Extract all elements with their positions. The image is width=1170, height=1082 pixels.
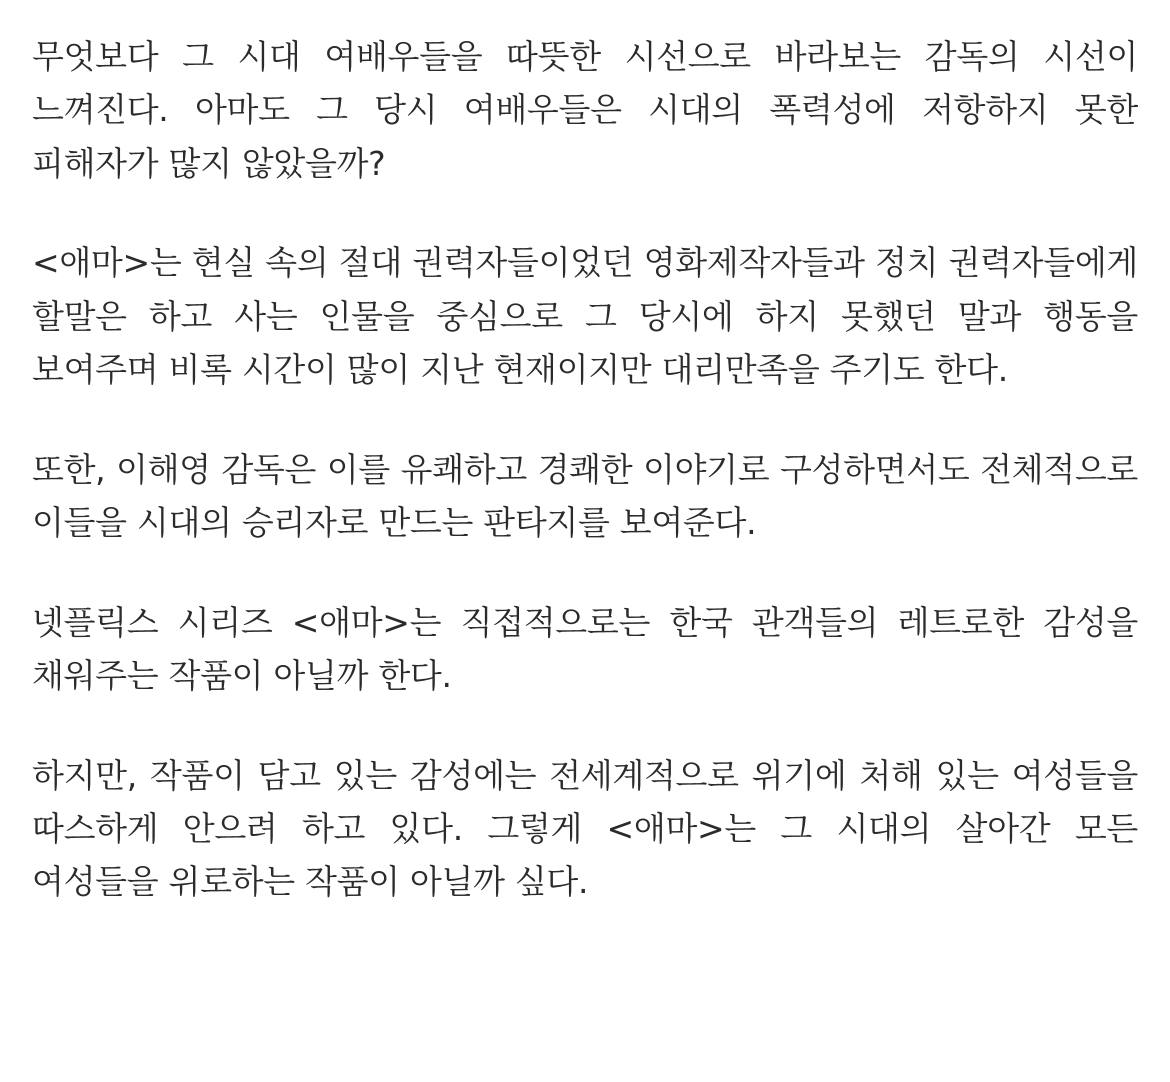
paragraph: <애마>는 현실 속의 절대 권력자들이었던 영화제작자들과 정치 권력자들에게 할말은 하고 사는 인물을 중심으로 그 당시에 하지 못했던 말과 행동을 보여주며 비록 시간이 많이 지난 현재이지만 대리만족을 주기도 한다. bbox=[32, 243, 1138, 390]
paragraph: 또한, 이해영 감독은 이를 유쾌하고 경쾌한 이야기로 구성하면서도 전체적으로 이들을 시대의 승리자로 만드는 판타지를 보여준다. bbox=[32, 449, 1138, 543]
paragraph: 넷플릭스 시리즈 <애마>는 직접적으로는 한국 관객들의 레트로한 감성을 채워주는 작품이 아닐까 한다. bbox=[32, 602, 1138, 696]
paragraph: 하지만, 작품이 담고 있는 감성에는 전세계적으로 위기에 처해 있는 여성들을 따스하게 안으려 하고 있다. 그렇게 <애마>는 그 시대의 살아간 모든 여성들을 위로하는 작품이 아닐까 싶다. bbox=[32, 755, 1138, 902]
paragraph: 무엇보다 그 시대 여배우들을 따뜻한 시선으로 바라보는 감독의 시선이 느껴진다. 아마도 그 당시 여배우들은 시대의 폭력성에 저항하지 못한 피해자가 많지 않았을까? bbox=[32, 37, 1138, 183]
